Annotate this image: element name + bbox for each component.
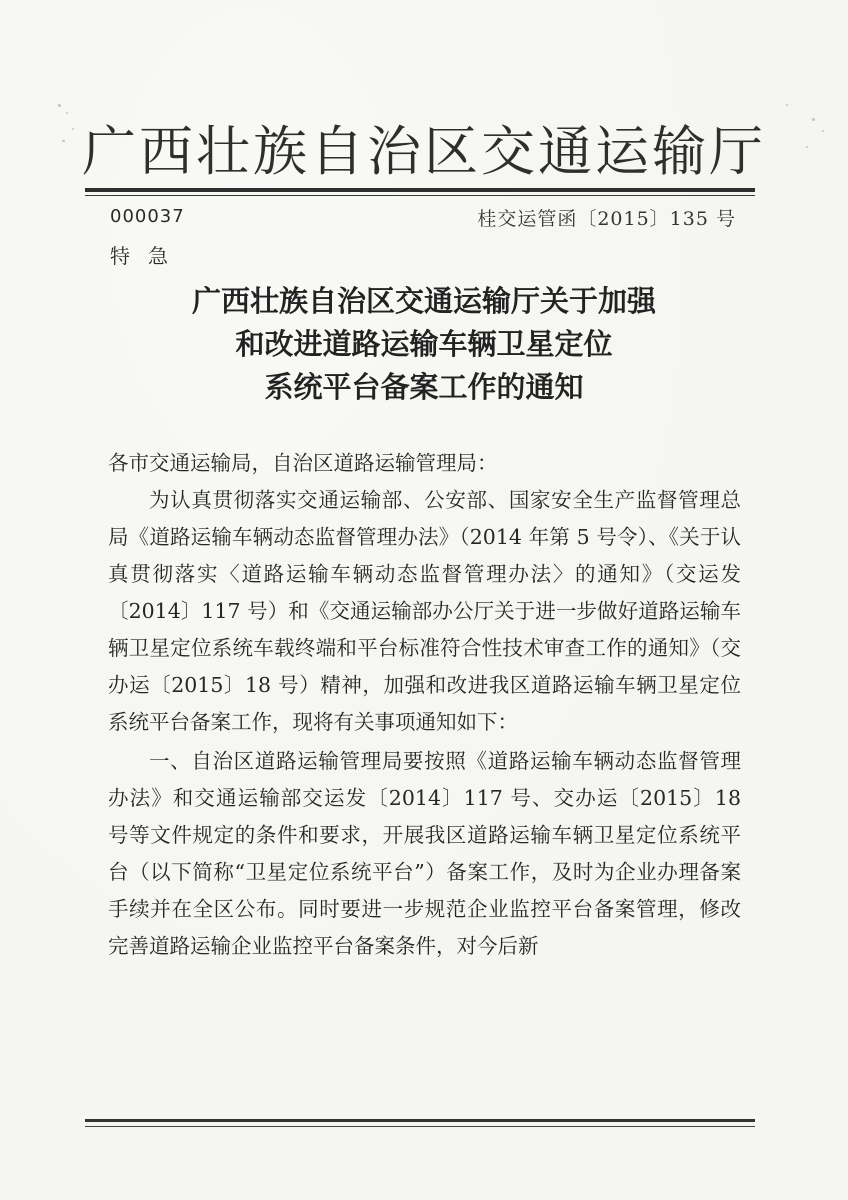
document-title xyxy=(0,280,848,409)
document-number: 桂交运管函〔2015〕135 号 xyxy=(477,208,736,230)
body-paragraph: 一、自治区道路运输管理局要按照《道路运输车辆动态监督管理办法》和交通运输部交运发〔2014〕117 号、交办运〔2015〕18 号等文件规定的条件和要求，开展我区道路运输车辆卫星定位系统平台（以下简称“卫星定位系统平台”）备案工作，及时为企业办理备案手续并在全区公布。同时要进一步规范企业监控平台备案管理，修改完善道路运输企业监控平台备案条件，对今后新 xyxy=(108,749,741,958)
salutation: 各市交通运输局，自治区道路运输管理局： xyxy=(108,451,498,475)
letterhead-rule-thin xyxy=(85,195,755,196)
serial-number: 000037 xyxy=(110,206,185,227)
urgency-label: 特急 xyxy=(110,244,186,268)
letterhead-rule-thick xyxy=(85,188,755,192)
footer-rule-thin xyxy=(85,1126,755,1127)
scan-speck xyxy=(58,104,61,107)
title-line: 广西壮族自治区交通运输厅关于加强 xyxy=(191,284,656,318)
footer-rule-thick xyxy=(85,1119,755,1122)
document-body xyxy=(108,445,741,965)
title-line: 系统平台备案工作的通知 xyxy=(264,370,584,404)
letterhead-title: 广西壮族自治区交通运输厅 xyxy=(82,120,766,183)
scan-speck xyxy=(786,104,788,106)
title-line: 和改进道路运输车辆卫星定位 xyxy=(235,327,613,361)
body-paragraph: 为认真贯彻落实交通运输部、公安部、国家安全生产监督管理总局《道路运输车辆动态监督管理办法》（2014 年第 5 号令）、《关于认真贯彻落实〈道路运输车辆动态监督管理办法〉的通知》（交运发〔2014〕117 号）和《交通运输部办公厅关于进一步做好道路运输车辆卫星定位系统车载终端和平台标准符合性技术审查工作的通知》（交办运〔2015〕18 号）精神，加强和改进我区道路运输车辆卫星定位系统平台备案工作，现将有关事项通知如下： xyxy=(108,488,741,734)
